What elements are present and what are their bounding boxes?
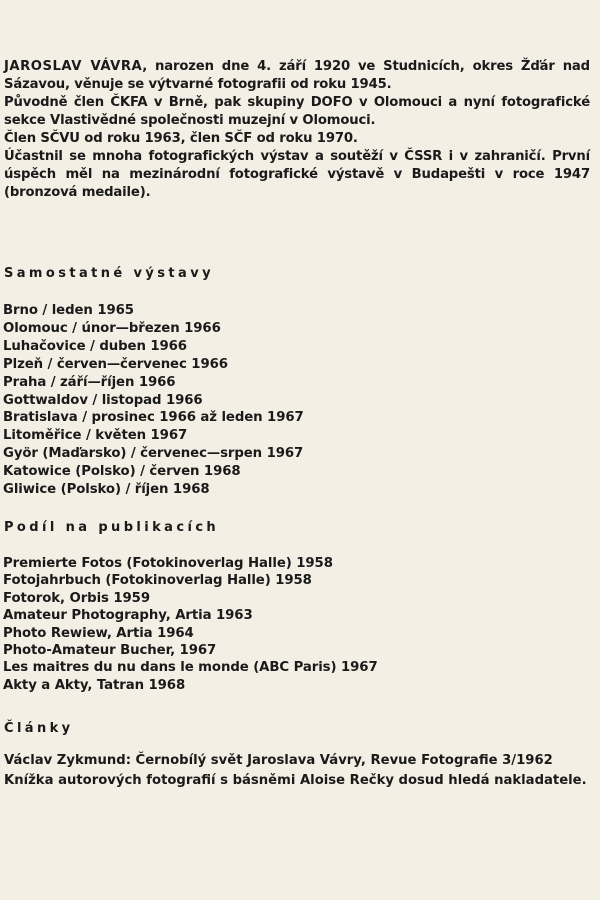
list-item: Les maitres du nu dans le monde (ABC Paris) 1967 <box>3 660 378 676</box>
list-item: Katowice (Polsko) / červen 1968 <box>3 464 241 480</box>
list-item: Premierte Fotos (Fotokinoverlag Halle) 1958 <box>3 556 333 571</box>
articles-list <box>4 752 590 791</box>
list-item: Photo-Amateur Bucher, 1967 <box>3 643 217 659</box>
list-item: Bratislava / prosinec 1966 až leden 1967 <box>3 410 304 426</box>
publications-heading: Podíl na publikacích <box>4 520 220 535</box>
author-name: JAROSLAV VÁVRA <box>4 59 143 74</box>
list-item: Fotorok, Orbis 1959 <box>3 590 150 606</box>
list-item: Brno / leden 1965 <box>3 303 134 318</box>
list-item: Praha / září—říjen 1966 <box>3 374 176 390</box>
publications-list <box>3 555 378 694</box>
list-item: Plzeň / červen—červenec 1966 <box>3 356 228 372</box>
exhibitions-list <box>3 302 304 499</box>
biography-paragraph-3: Člen SČVU od roku 1963, člen SČF od roku 1970. <box>4 131 358 146</box>
list-item: Václav Zykmund: Černobílý svět Jaroslava Vávry, Revue Fotografie 3/1962 <box>4 753 553 768</box>
list-item: Litoměřice / květen 1967 <box>3 428 188 444</box>
articles-heading: Články <box>4 721 74 736</box>
list-item: Knížka autorových fotografií s básněmi Aloise Rečky dosud hledá nakladatele. <box>4 772 587 788</box>
biography-paragraph-1 <box>4 58 590 94</box>
list-item: Amateur Photography, Artia 1963 <box>3 608 253 624</box>
biography-text-1: , narozen dne 4. září 1920 ve Studnicích, okres Žďár nad Sázavou, věnuje se výtvarné fotografii od roku 1945. <box>4 59 590 92</box>
exhibitions-heading: Samostatné výstavy <box>4 266 214 281</box>
biography-section <box>4 58 590 202</box>
list-item: Photo Rewiew, Artia 1964 <box>3 625 194 641</box>
list-item: Luhačovice / duben 1966 <box>3 338 187 354</box>
list-item: Györ (Maďarsko) / červenec—srpen 1967 <box>3 446 304 462</box>
list-item: Akty a Akty, Tatran 1968 <box>3 677 186 693</box>
list-item: Fotojahrbuch (Fotokinoverlag Halle) 1958 <box>3 573 312 589</box>
list-item: Gottwaldov / listopad 1966 <box>3 392 203 408</box>
biography-paragraph-4: Účastnil se mnoha fotografických výstav a soutěží v ČSSR i v zahraničí. První úspěch měl na mezinárodní fotografické výstavě v Budapešti v roce 1947 (bronzová medaile). <box>4 149 590 200</box>
list-item: Gliwice (Polsko) / říjen 1968 <box>3 482 210 498</box>
list-item: Olomouc / únor—březen 1966 <box>3 320 221 336</box>
biography-paragraph-2: Původně člen ČKFA v Brně, pak skupiny DOFO v Olomouci a nyní fotografické sekce Vlastivědné společnosti muzejní v Olomouci. <box>4 95 590 128</box>
